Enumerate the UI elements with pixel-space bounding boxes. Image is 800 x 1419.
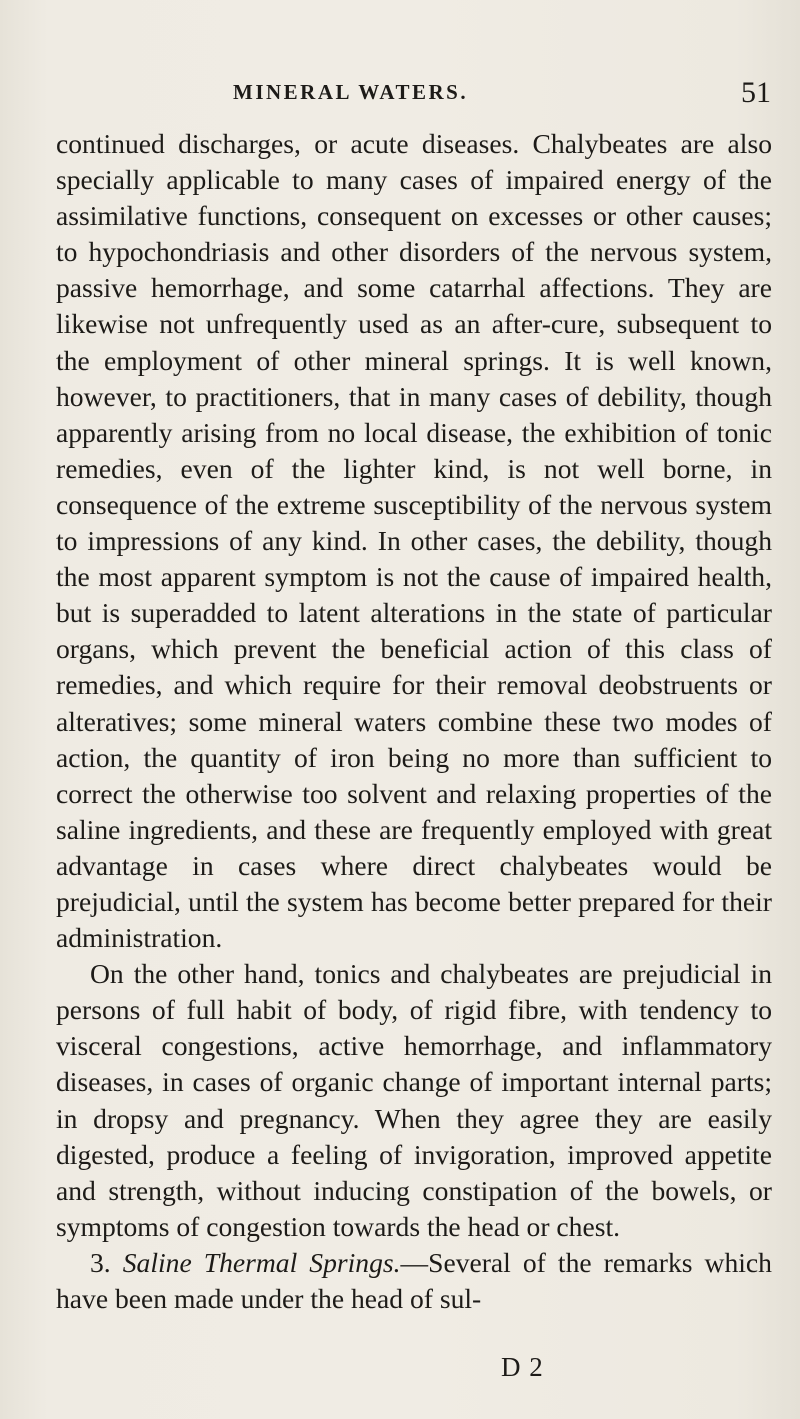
section-heading: Saline Thermal Springs. — [122, 1246, 401, 1278]
section-number: 3. — [90, 1246, 111, 1278]
paragraph-text: On the other hand, tonics and chalybeates are prejudicial in persons of full habit of body, of rigid fibre, with tendency to visceral congestions, active hemorrhage, and inflammatory diseases, in cases of organic change of important internal parts; in dropsy and pregnancy. When they agree they are easily digested, produce a feeling of invigoration, improved appetite and strength, without inducing constipation of the bowels, or symptoms of congestion towards the head or chest. — [56, 958, 772, 1242]
signature-mark: D 2 — [501, 1352, 544, 1382]
running-title: MINERAL WATERS. — [233, 80, 469, 104]
paragraph-contraindications — [56, 956, 772, 1245]
body-text — [56, 126, 772, 1317]
running-head — [55, 76, 775, 120]
paragraph-chalybeates-uses — [56, 126, 772, 956]
paragraph-text: continued discharges, or acute diseases. Chalybeates are also specially applicable to many cases of impaired energy of the assimilative functions, consequent on excesses or other causes; to hypochondriasis and other disorders of the nervous system, passive hemorrhage, and some catarrhal affections. They are likewise not unfrequently used as an after-cure, subsequent to the employment of other mineral springs. It is well known, however, to practitioners, that in many cases of debility, though apparently arising from no local disease, the exhibition of tonic remedies, even of the lighter kind, is not well borne, in consequence of the extreme susceptibility of the nervous system to impressions of any kind. In other cases, the debility, though the most apparent symptom is not the cause of impaired health, but is superadded to latent alterations in the state of particular organs, which prevent the beneficial action of this class of remedies, and which require for their removal deobstruents or alteratives; some mineral waters combine these two modes of action, the quantity of iron being no more than sufficient to correct the otherwise too solvent and relaxing properties of the saline ingredients, and these are frequently employed with great advantage in cases where direct chalybeates would be prejudicial, until the system has become better prepared for their administration. — [56, 128, 772, 954]
paragraph-saline-thermal-springs — [56, 1245, 772, 1317]
page-number: 51 — [741, 76, 771, 109]
paragraph-text: —Several of the remarks which have been made under the head of sul- — [56, 1246, 772, 1314]
